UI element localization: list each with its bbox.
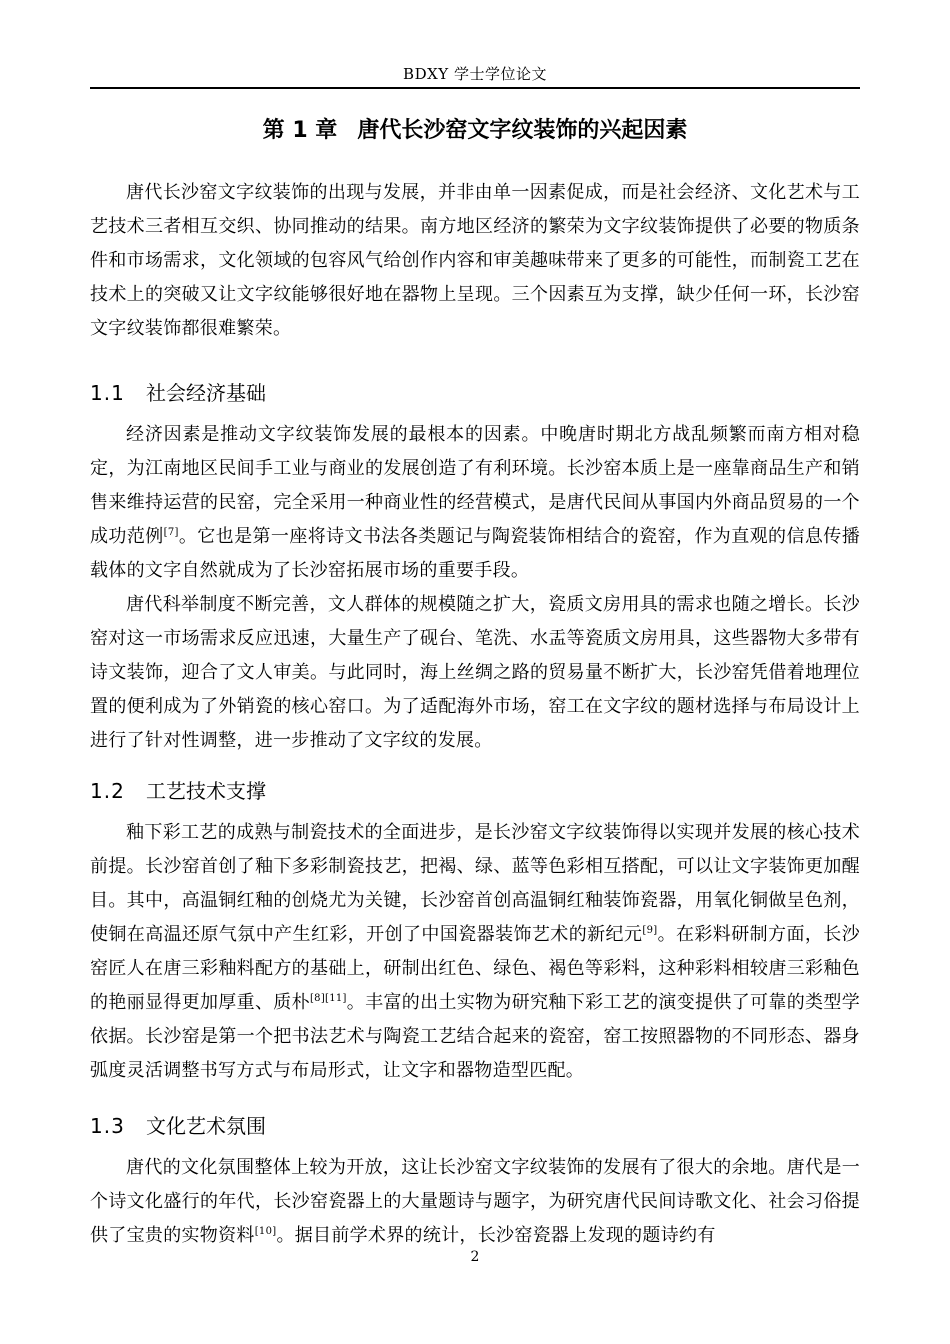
section-number: 1.3 — [90, 1114, 125, 1138]
section-1-2-body — [90, 816, 860, 1088]
chapter-title-text: 唐代长沙窑文字纹装饰的兴起因素 — [357, 118, 688, 143]
section-heading-1-1 — [90, 379, 860, 407]
paragraph-text: 经济因素是推动文字纹装饰发展的最根本的因素。中晚唐时期北方战乱频繁而南方相对稳定，为江南地区民间手工业与商业的发展创造了有利环境。长沙窑本质上是一座靠商品生产和销售来维持运营的民窑，完全采用一种商业性的经营模式，是唐代民间从事国内外商品贸易的一个成功范例 — [90, 424, 860, 547]
section-title: 社会经济基础 — [146, 381, 266, 405]
intro-paragraph: 唐代长沙窑文字纹装饰的出现与发展，并非由单一因素促成，而是社会经济、文化艺术与工艺技术三者相互交织、协同推动的结果。南方地区经济的繁荣为文字纹装饰提供了必要的物质条件和市场需求，文化领域的包容风气给创作内容和审美趣味带来了更多的可能性，而制瓷工艺在技术上的突破又让文字纹能够很好地在器物上呈现。三个因素互为支撑，缺少任何一环，长沙窑文字纹装饰都很难繁荣。 — [90, 182, 860, 339]
citation: [8][11] — [309, 993, 347, 1004]
page-number: 2 — [470, 1249, 480, 1265]
section-1-1-body — [90, 418, 860, 758]
paragraph-text: 。据目前学术界的统计，长沙窑瓷器上发现的题诗约有 — [276, 1225, 716, 1246]
citation: [9] — [642, 925, 658, 936]
paragraph-text: 。丰富的出土实物为研究釉下彩工艺的演变提供了可靠的类型学依据。长沙窑是第一个把书法艺术与陶瓷工艺结合起来的瓷窑，窑工按照器物的不同形态、器身弧度灵活调整书写方式与布局形式，让文字和器物造型匹配。 — [90, 992, 860, 1081]
section-title: 工艺技术支撑 — [146, 779, 266, 803]
paragraph-text: 唐代的文化氛围整体上较为开放，这让长沙窑文字纹装饰的发展有了很大的余地。唐代是一个诗文化盛行的年代，长沙窑瓷器上的大量题诗与题字，为研究唐代民间诗歌文化、社会习俗提供了宝贵的实物资料 — [90, 1157, 860, 1246]
section-number: 1.2 — [90, 779, 125, 803]
citation: [10] — [254, 1226, 277, 1237]
paragraph — [90, 418, 860, 588]
paragraph: 唐代科举制度不断完善，文人群体的规模随之扩大，瓷质文房用具的需求也随之增长。长沙窑对这一市场需求反应迅速，大量生产了砚台、笔洗、水盂等瓷质文房用具，这些器物大多带有诗文装饰，迎合了文人审美。与此同时，海上丝绸之路的贸易量不断扩大，长沙窑凭借着地理位置的便利成为了外销瓷的核心窑口。为了适配海外市场，窑工在文字纹的题材选择与布局设计上进行了针对性调整，进一步推动了文字纹的发展。 — [90, 594, 860, 751]
paragraph-text: 。在彩料研制方面，长沙窑匠人在唐三彩釉料配方的基础上，研制出红色、绿色、褐色等彩料，这种彩料相较唐三彩釉色的艳丽显得更加厚重、质朴 — [90, 924, 860, 1013]
section-heading-1-2 — [90, 777, 860, 805]
chapter-number: 第 1 章 — [262, 118, 338, 143]
header-rule — [90, 87, 860, 89]
section-title: 文化艺术氛围 — [146, 1114, 266, 1138]
running-header: BDXY 学士学位论文 — [403, 65, 547, 83]
section-number: 1.1 — [90, 381, 125, 405]
section-1-3-body — [90, 1151, 860, 1253]
chapter-title — [90, 116, 860, 146]
intro-block — [90, 176, 860, 346]
citation: [7] — [163, 527, 179, 538]
paragraph-text: 。它也是第一座将诗文书法各类题记与陶瓷装饰相结合的瓷窑，作为直观的信息传播载体的文字自然就成为了长沙窑拓展市场的重要手段。 — [90, 526, 860, 581]
paragraph-text: 釉下彩工艺的成熟与制瓷技术的全面进步，是长沙窑文字纹装饰得以实现并发展的核心技术前提。长沙窑首创了釉下多彩制瓷技艺，把褐、绿、蓝等色彩相互搭配，可以让文字装饰更加醒目。其中，高温铜红釉的创烧尤为关键，长沙窑首创高温铜红釉装饰瓷器，用氧化铜做呈色剂，使铜在高温还原气氛中产生红彩，开创了中国瓷器装饰艺术的新纪元 — [90, 822, 860, 945]
paragraph — [90, 1151, 860, 1253]
paragraph — [90, 816, 860, 1088]
section-heading-1-3 — [90, 1112, 860, 1140]
